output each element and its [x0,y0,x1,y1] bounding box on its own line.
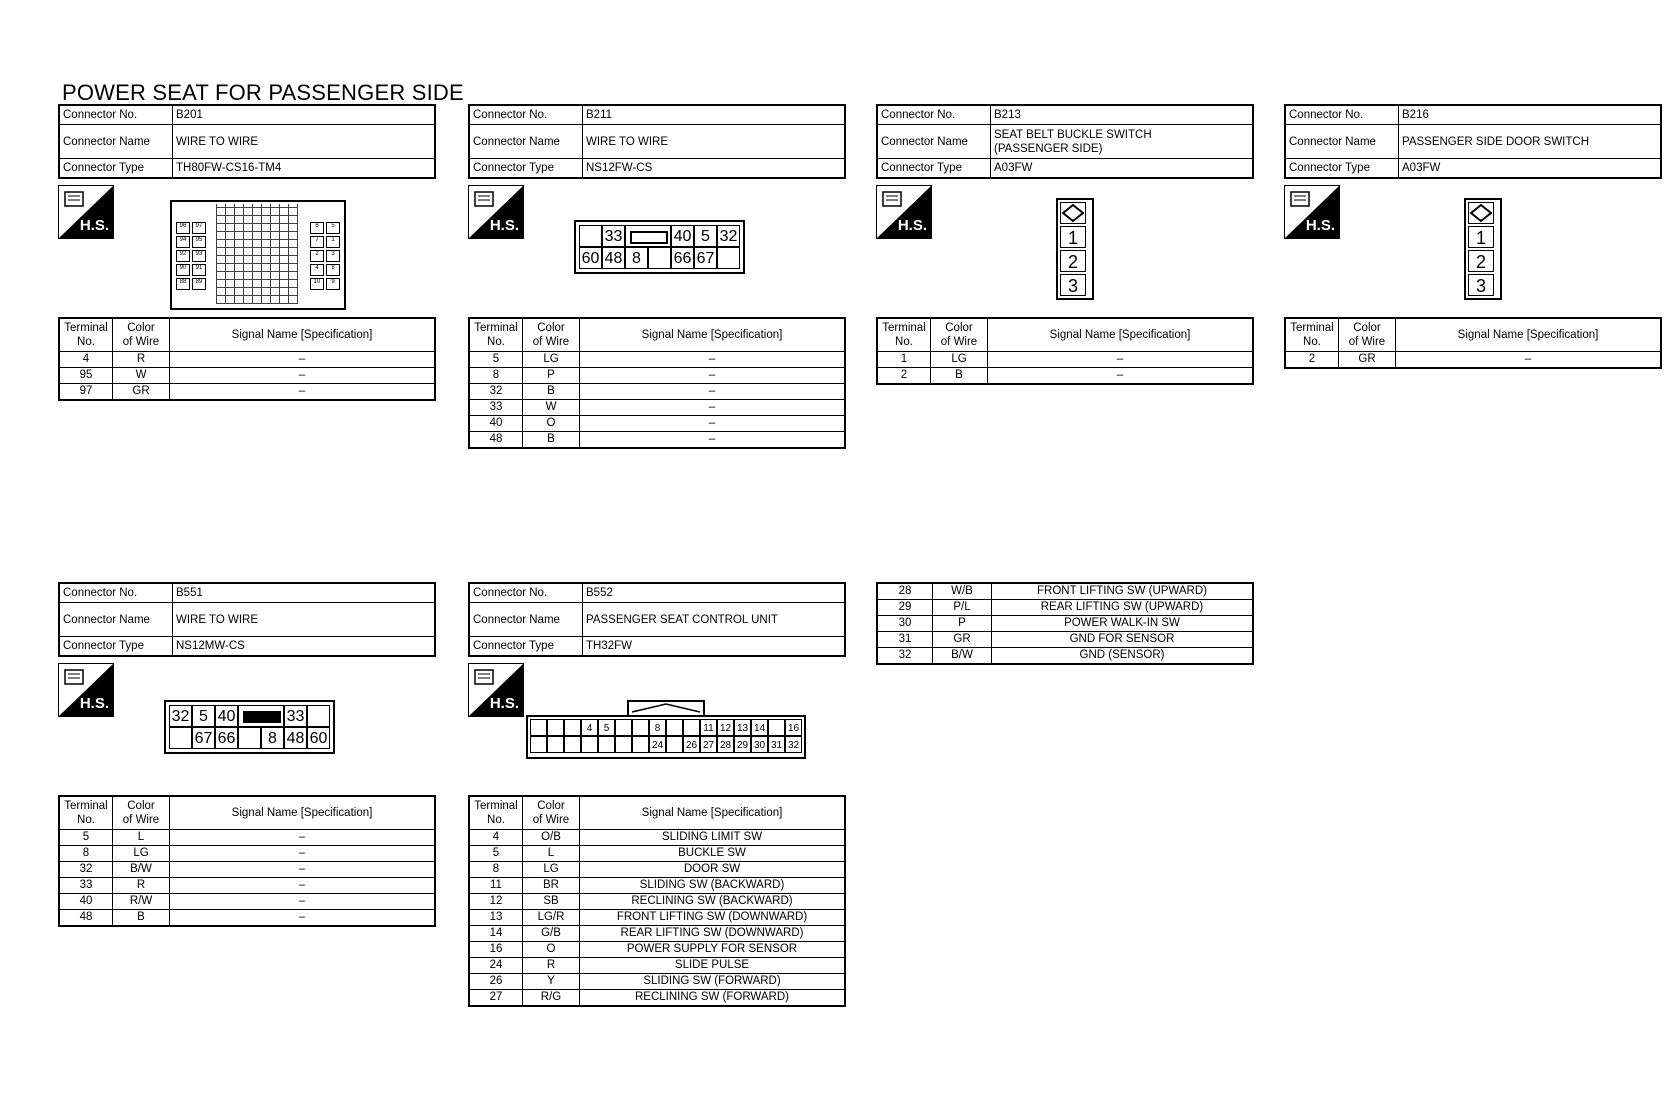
connector-no: B211 [583,105,846,125]
table-row: 2 GR – [1285,352,1661,369]
table-row: 8 LG DOOR SW [469,862,845,878]
b551-connector-face: 32 5 40 33 67 66 8 48 60 [164,700,335,754]
page-title: POWER SEAT FOR PASSENGER SIDE [62,80,464,105]
table-row: 32 B/W – [59,862,435,878]
table-row: 4 R – [59,352,435,368]
table-row: 97 GR – [59,384,435,401]
connector-type: A03FW [1399,159,1662,179]
table-row: 5 L BUCKLE SW [469,846,845,862]
connector-b216: Connector No. B216 Connector Name PASSENGER SIDE DOOR SWITCH Connector Type A03FW [1284,104,1662,179]
table-row: 11 BR SLIDING SW (BACKWARD) [469,878,845,894]
b213-connector-face: 1 2 3 [1056,198,1094,300]
table-row: 14 G/B REAR LIFTING SW (DOWNWARD) [469,926,845,942]
connector-no: B552 [583,583,846,603]
b216-connector-face: 1 2 3 [1464,198,1502,300]
table-row: 28 W/B FRONT LIFTING SW (UPWARD) [877,583,1253,600]
table-row: 33 R – [59,878,435,894]
b201-terminal-table: Terminal No. Color of Wire Signal Name [Specification] 4 R – 95 W – 97 GR – [58,317,436,401]
table-row: 5 L – [59,830,435,846]
b211-terminal-table: Terminal No. Color of Wire Signal Name [Specification] 5 LG – 8 P – 32 B – 33 W – 40 O – 48 B – [468,317,846,449]
connector-no: B213 [991,105,1254,125]
harness-side-icon: H.S. [58,185,114,239]
connector-no: B216 [1399,105,1662,125]
table-row: 32 B – [469,384,845,400]
harness-side-icon: H.S. [468,185,524,239]
table-row: 29 P/L REAR LIFTING SW (UPWARD) [877,600,1253,616]
b211-connector-face: 33 40 5 32 60 48 8 66 67 [574,220,745,274]
table-row: 4 O/B SLIDING LIMIT SW [469,830,845,846]
b216-terminal-table: Terminal No. Color of Wire Signal Name [Specification] 2 GR – [1284,317,1662,369]
table-row: 95 W – [59,368,435,384]
connector-b552: Connector No. B552 Connector Name PASSENGER SEAT CONTROL UNIT Connector Type TH32FW [468,582,846,657]
table-row: 8 LG – [59,846,435,862]
b552-terminal-table-continued [876,582,1254,665]
table-row: 27 R/G RECLINING SW (FORWARD) [469,990,845,1007]
connector-name: SEAT BELT BUCKLE SWITCH (PASSENGER SIDE) [991,125,1254,159]
connector-name: WIRE TO WIRE [583,125,846,159]
connector-header: Connector No. B201 Connector Name WIRE TO WIRE Connector Type TH80FW-CS16-TM4 [58,104,436,179]
table-row: 40 R/W – [59,894,435,910]
table-row: 24 R SLIDE PULSE [469,958,845,974]
table-row: 12 SB RECLINING SW (BACKWARD) [469,894,845,910]
connector-b551: Connector No. B551 Connector Name WIRE TO WIRE Connector Type NS12MW-CS [58,582,436,657]
table-row: 5 LG – [469,352,845,368]
table-row: 33 W – [469,400,845,416]
harness-side-icon: H.S. [1284,185,1340,239]
table-row: 48 B – [469,432,845,449]
table-row: 8 P – [469,368,845,384]
connector-name: PASSENGER SIDE DOOR SWITCH [1399,125,1662,159]
b213-terminal-table: Terminal No. Color of Wire Signal Name [Specification] 1 LG – 2 B – [876,317,1254,385]
table-row: 1 LG – [877,352,1253,368]
harness-side-icon: H.S. [468,663,524,717]
connector-b201 [58,104,436,179]
connector-type: TH32FW [583,637,846,657]
connector-type: TH80FW-CS16-TM4 [173,159,436,179]
table-row: 31 GR GND FOR SENSOR [877,632,1253,648]
connector-b211: Connector No. B211 Connector Name WIRE TO WIRE Connector Type NS12FW-CS [468,104,846,179]
table-row: 48 B – [59,910,435,927]
harness-side-icon: H.S. [876,185,932,239]
connector-no: B201 [173,105,436,125]
harness-side-icon: H.S. [58,663,114,717]
b552-connector-face: 4 5 8 11 12 13 14 16 24 26 27 28 29 30 31 32 [526,700,806,758]
connector-type: A03FW [991,159,1254,179]
connector-no: B551 [173,583,436,603]
table-row: 32 B/W GND (SENSOR) [877,648,1253,665]
connector-name: WIRE TO WIRE [173,125,436,159]
table-row: 2 B – [877,368,1253,385]
table-row: 16 O POWER SUPPLY FOR SENSOR [469,942,845,958]
table-row: 40 O – [469,416,845,432]
connector-name: PASSENGER SEAT CONTROL UNIT [583,603,846,637]
table-row: 30 P POWER WALK-IN SW [877,616,1253,632]
table-row: 13 LG/R FRONT LIFTING SW (DOWNWARD) [469,910,845,926]
connector-b213: Connector No. B213 Connector Name SEAT BELT BUCKLE SWITCH (PASSENGER SIDE) Connector Type A03FW [876,104,1254,179]
connector-name: WIRE TO WIRE [173,603,436,637]
connector-type: NS12MW-CS [173,637,436,657]
b201-connector-face: 96 97 94 95 92 93 90 91 88 89 6 5 7 1 2 3 4 8 10 9 [170,200,346,310]
b551-terminal-table: Terminal No. Color of Wire Signal Name [Specification] 5 L – 8 LG – 32 B/W – 33 R – 40 R/W – 48 B – [58,795,436,927]
connector-type: NS12FW-CS [583,159,846,179]
table-row: 26 Y SLIDING SW (FORWARD) [469,974,845,990]
b552-terminal-table: Terminal No. Color of Wire Signal Name [Specification] 4 O/B SLIDING LIMIT SW 5 L BUCKLE SW 8 LG DOOR SW 11 BR SLIDING SW (BACKWARD) 12 SB RECLINING SW (BACKWARD) 13 LG/R FRONT LIFTING SW (DOWNWARD) 14 G/B REAR LIFTING SW (DOWNWARD) 16 O POWER SUPPLY FOR SENSOR 24 R SLIDE PULSE 26 Y SLIDING SW (FORWARD) 27 R/G RECLINING SW (FORWARD) [468,795,846,1007]
